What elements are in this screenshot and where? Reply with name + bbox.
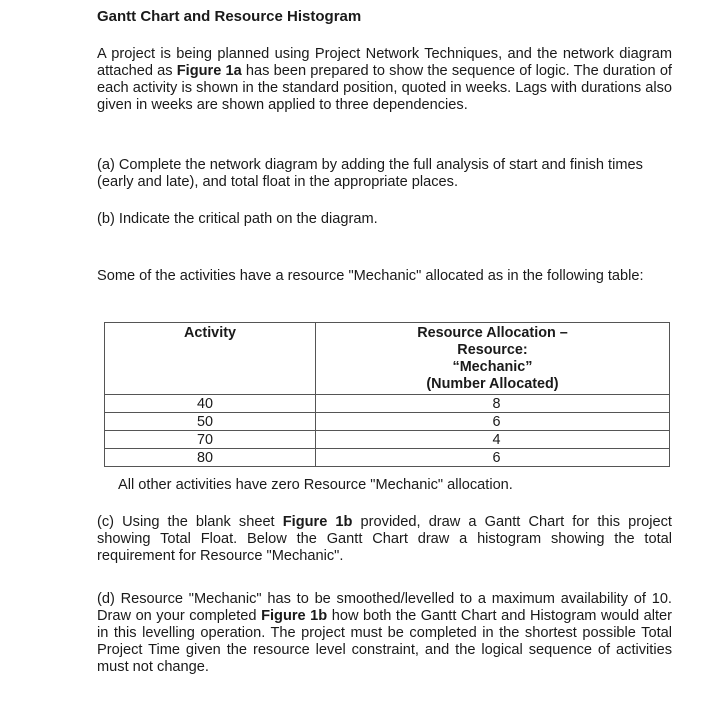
activity-cell: 50 (105, 413, 316, 431)
alloc-header-line-1: Resource Allocation – (417, 325, 568, 341)
allocated-cell: 4 (316, 431, 670, 449)
part-b-paragraph: (b) Indicate the critical path on the diagram. (97, 211, 378, 227)
table-row (105, 431, 670, 449)
activity-column-header: Activity (105, 323, 316, 395)
allocated-cell: 8 (316, 395, 670, 413)
allocated-cell: 6 (316, 449, 670, 467)
part-a-paragraph: (a) Complete the network diagram by adding the full analysis of start and finish times (early and late), and total float in the appropriate places. (97, 157, 643, 190)
part-d-text-2: how both the Gantt Chart and Histogram would alter in this levelling operation. The project must be completed in the shortest possible Total Project Time given the resource level constraint, and the logical sequence of activities must not change. (97, 608, 673, 675)
figure-1b-ref: Figure 1b (261, 608, 328, 624)
figure-1a-ref: Figure 1a (176, 63, 242, 79)
table-row (105, 449, 670, 467)
intro-text-2: has been prepared to show the sequence of logic. The duration of each activity is shown in the standard position, quoted in weeks. Lags with durations also given in weeks are shown applied to three dependencies. (97, 63, 672, 113)
allocation-column-header (316, 323, 670, 395)
intro-text-1: A project is being planned using Project Network Techniques, and the network diagram attached as (97, 46, 672, 79)
activity-cell: 70 (105, 431, 316, 449)
intro-paragraph (97, 46, 672, 114)
table-row (105, 413, 670, 431)
table-row (105, 395, 670, 413)
document-title: Gantt Chart and Resource Histogram (97, 8, 362, 25)
part-c-text-1: (c) Using the blank sheet (97, 514, 283, 530)
part-d-paragraph (97, 591, 672, 676)
activity-cell: 80 (105, 449, 316, 467)
allocated-cell: 6 (316, 413, 670, 431)
alloc-header-line-3: “Mechanic” (452, 359, 533, 375)
activity-cell: 40 (105, 395, 316, 413)
alloc-header-line-2: Resource: (457, 342, 528, 358)
part-c-paragraph (97, 514, 672, 565)
part-d-text-1: (d) Resource "Mechanic" has to be smoothed/levelled to a maximum availability of 10. Draw on your completed (97, 591, 672, 624)
table-header-row (105, 323, 670, 395)
part-c-text-2: provided, draw a Gantt Chart for this project showing Total Float. Below the Gantt Chart draw a histogram showing the total requirement for Resource "Mechanic". (97, 514, 672, 564)
table-footnote: All other activities have zero Resource "Mechanic" allocation. (118, 477, 513, 493)
resource-intro-paragraph: Some of the activities have a resource "Mechanic" allocated as in the following table: (97, 268, 644, 284)
alloc-header-line-4: (Number Allocated) (426, 376, 559, 392)
resource-allocation-table (104, 322, 670, 467)
figure-1b-ref: Figure 1b (282, 514, 353, 530)
